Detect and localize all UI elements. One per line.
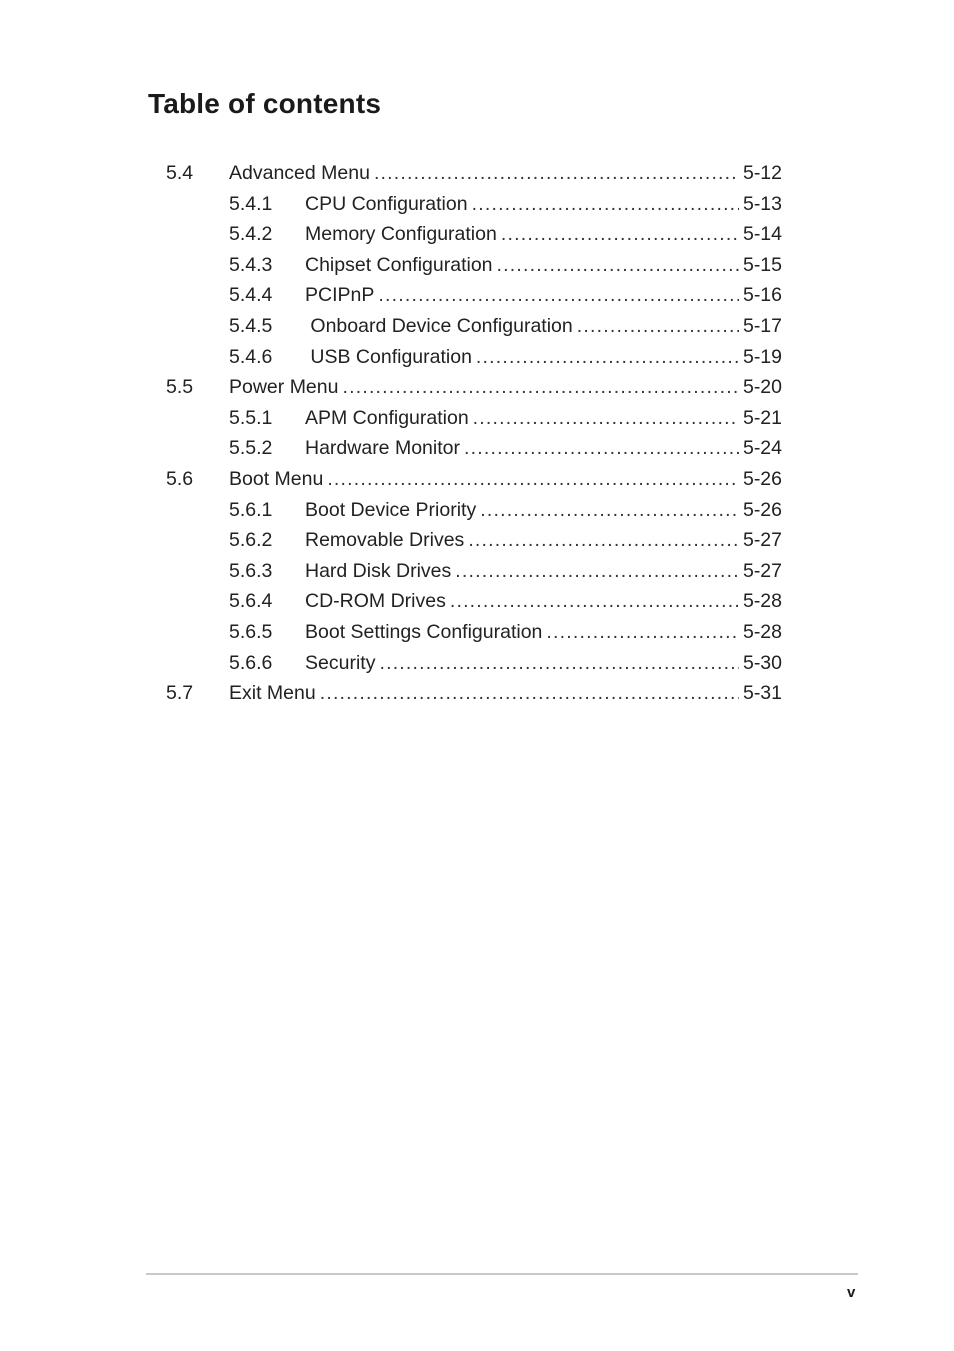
toc-entry-leader-line <box>305 403 782 433</box>
dot-leader <box>342 372 739 402</box>
toc-entry-number: 5.6.1 <box>229 498 273 521</box>
toc-entry-title: Boot Settings Configuration <box>305 617 546 647</box>
toc-entry-title: CD-ROM Drives <box>305 586 450 616</box>
dot-leader <box>480 495 739 525</box>
toc-entry <box>0 617 954 647</box>
toc-entry-title: Power Menu <box>229 372 342 402</box>
dot-leader <box>501 219 739 249</box>
toc-entry-page: 5-28 <box>742 621 782 643</box>
toc-entry-title: Boot Device Priority <box>305 495 480 525</box>
toc-entry-title: Security <box>305 648 379 678</box>
toc-entry-leader-line <box>305 250 782 280</box>
toc-entry-title: Advanced Menu <box>229 158 374 188</box>
toc-entry-leader-line <box>305 556 782 586</box>
toc-entry-leader-line <box>305 648 782 678</box>
toc-entry-leader-line <box>305 433 782 463</box>
toc-entry-title: Exit Menu <box>229 678 320 708</box>
toc-entry <box>0 678 954 708</box>
toc-entry <box>0 464 954 494</box>
dot-leader <box>473 403 739 433</box>
toc-entry-leader-line <box>305 617 782 647</box>
toc-entry-page: 5-19 <box>742 345 782 368</box>
toc-entry-page: 5-30 <box>742 651 782 674</box>
toc-entry <box>0 556 954 586</box>
toc-entry-page: 5-27 <box>742 529 782 552</box>
toc-entry-number: 5.6.3 <box>229 559 273 582</box>
toc-entry-leader-line <box>305 525 782 555</box>
toc-entry-title: USB Configuration <box>305 342 476 372</box>
toc-entry-number: 5.6.2 <box>229 529 273 552</box>
toc-entry-page: 5-12 <box>742 162 782 184</box>
toc-entry <box>0 219 954 249</box>
toc-entry-page: 5-13 <box>742 192 782 215</box>
page-number: v <box>847 1284 856 1301</box>
dot-leader <box>327 464 739 494</box>
toc-entry-number: 5.4.3 <box>229 253 273 276</box>
toc-entry-page: 5-31 <box>742 682 782 705</box>
page-title: Table of contents <box>148 88 382 119</box>
toc-entry-number: 5.4.1 <box>229 192 273 215</box>
toc-entry-number: 5.7 <box>166 682 194 705</box>
toc-entry-title: Boot Menu <box>229 464 327 494</box>
toc-entry <box>0 403 954 433</box>
dot-leader <box>455 556 739 586</box>
toc-entry-page: 5-26 <box>742 468 782 490</box>
toc-entry-number: 5.5.2 <box>229 437 273 460</box>
toc-entry-number: 5.6.5 <box>229 621 273 643</box>
toc-entry-title: Hard Disk Drives <box>305 556 455 586</box>
toc-entry-number: 5.5 <box>166 376 194 399</box>
toc-entry-number: 5.4 <box>166 162 194 184</box>
toc-entry <box>0 648 954 678</box>
toc-entry-leader-line <box>305 189 782 219</box>
footer-divider <box>146 1273 858 1275</box>
toc-entry-title: PCIPnP <box>305 280 378 310</box>
toc-entry-page: 5-28 <box>742 590 782 613</box>
toc-entry-page: 5-24 <box>742 437 782 460</box>
toc-entry-page: 5-20 <box>742 376 782 399</box>
dot-leader <box>464 433 739 463</box>
toc-entry-leader-line <box>305 280 782 310</box>
toc-entry-page: 5-26 <box>742 498 782 521</box>
toc-entry-leader-line <box>305 219 782 249</box>
toc-entry <box>0 250 954 280</box>
toc-entry-number: 5.6.6 <box>229 651 273 674</box>
toc-entry <box>0 525 954 555</box>
toc-entry-leader-line <box>305 311 782 341</box>
dot-leader <box>476 342 739 372</box>
toc-entry-number: 5.6 <box>166 468 194 490</box>
toc-entry-leader-line <box>229 158 782 188</box>
toc-entry <box>0 158 954 188</box>
toc-entry-title: Chipset Configuration <box>305 250 497 280</box>
toc-entry-leader-line <box>305 495 782 525</box>
dot-leader <box>577 311 739 341</box>
toc-entry <box>0 189 954 219</box>
toc-entry <box>0 311 954 341</box>
dot-leader <box>472 189 739 219</box>
toc-entry-title: Onboard Device Configuration <box>305 311 577 341</box>
toc-entry-page: 5-15 <box>742 253 782 276</box>
toc-entry-title: APM Configuration <box>305 403 473 433</box>
toc-entry-title: Hardware Monitor <box>305 433 464 463</box>
dot-leader <box>468 525 739 555</box>
toc-entry-title: Removable Drives <box>305 525 468 555</box>
dot-leader <box>374 158 739 188</box>
toc-entry <box>0 433 954 463</box>
toc-entry-leader-line <box>305 342 782 372</box>
toc-entry-page: 5-14 <box>742 223 782 246</box>
toc-entry-page: 5-27 <box>742 559 782 582</box>
toc-entry <box>0 586 954 616</box>
dot-leader <box>546 617 739 647</box>
toc-entry-leader-line <box>229 372 782 402</box>
toc-entry-number: 5.4.5 <box>229 315 273 337</box>
toc-entry-page: 5-21 <box>742 406 782 429</box>
toc-entry-page: 5-17 <box>742 315 782 337</box>
toc-entry <box>0 372 954 402</box>
toc-entry-number: 5.6.4 <box>229 590 273 613</box>
toc-entry <box>0 495 954 525</box>
dot-leader <box>378 280 739 310</box>
toc-entry-page: 5-16 <box>742 284 782 307</box>
toc-entry-number: 5.4.6 <box>229 345 273 368</box>
toc-entry-number: 5.4.4 <box>229 284 273 307</box>
toc-entry <box>0 280 954 310</box>
toc-entry-number: 5.4.2 <box>229 223 273 246</box>
toc-entry-number: 5.5.1 <box>229 406 273 429</box>
toc-entry-leader-line <box>305 586 782 616</box>
dot-leader <box>450 586 739 616</box>
toc-entry-leader-line <box>229 464 782 494</box>
dot-leader <box>379 648 739 678</box>
toc-entry-leader-line <box>229 678 782 708</box>
dot-leader <box>497 250 739 280</box>
toc-entry <box>0 342 954 372</box>
dot-leader <box>320 678 739 708</box>
toc-entry-title: Memory Configuration <box>305 219 501 249</box>
toc-entry-title: CPU Configuration <box>305 189 472 219</box>
